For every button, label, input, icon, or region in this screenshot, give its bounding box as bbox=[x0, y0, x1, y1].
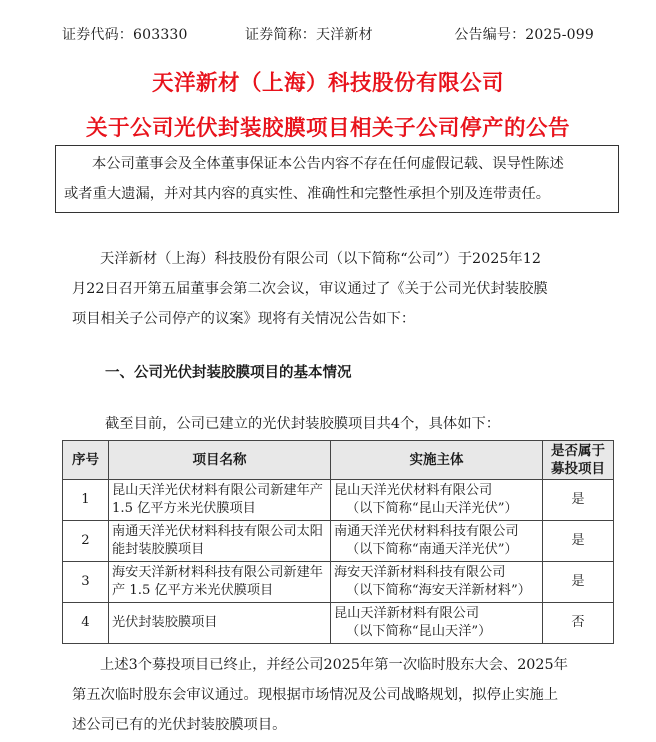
header-fund-project bbox=[543, 441, 614, 480]
security-code: 证券代码：603330 bbox=[62, 27, 188, 43]
cell-no: 1 bbox=[63, 480, 109, 521]
board-guarantee-notice bbox=[55, 145, 619, 213]
cell-entity bbox=[331, 521, 543, 562]
entity-name: 昆山天洋新材料有限公司 bbox=[334, 606, 480, 621]
table-row bbox=[63, 480, 614, 521]
intro-line: 月22日召开第五届董事会第二次会议，审议通过了《关于公司光伏封装胶膜 bbox=[72, 281, 548, 297]
entity-name: 昆山天洋光伏材料有限公司 bbox=[334, 483, 493, 498]
cell-fund-project: 是 bbox=[543, 480, 614, 521]
cell-entity bbox=[331, 603, 543, 644]
announcement-number: 公告编号：2025-099 bbox=[454, 27, 594, 43]
cell-no: 3 bbox=[63, 562, 109, 603]
intro-paragraph bbox=[72, 244, 548, 334]
security-short-name: 证券简称：天洋新材 bbox=[245, 27, 373, 43]
project-count-text: 截至目前，公司已建立的光伏封装胶膜项目共4个，具体如下： bbox=[105, 416, 501, 432]
cell-entity bbox=[331, 480, 543, 521]
header-fund-line: 是否属于 bbox=[551, 443, 605, 459]
header-project-name: 项目名称 bbox=[109, 441, 331, 480]
entity-alias: （以下简称“昆山天洋”） bbox=[346, 624, 492, 639]
conclusion-line: 述公司已有的光伏封装胶膜项目。 bbox=[72, 717, 287, 733]
entity-name: 南通天洋光伏材料科技有限公司 bbox=[334, 524, 519, 539]
intro-line: 项目相关子公司停产的议案》现将有关情况公告如下： bbox=[72, 311, 416, 327]
table-header-row bbox=[63, 441, 614, 480]
table-row bbox=[63, 603, 614, 644]
table-row bbox=[63, 521, 614, 562]
notice-line: 或者重大遗漏，并对其内容的真实性、准确性和完整性承担个别及连带责任。 bbox=[64, 186, 551, 202]
cell-project-name: 海安天洋新材料科技有限公司新建年产 1.5 亿平方米光伏膜项目 bbox=[109, 562, 331, 603]
header-no: 序号 bbox=[63, 441, 109, 480]
cell-entity bbox=[331, 562, 543, 603]
projects-table bbox=[62, 440, 614, 644]
table-row bbox=[63, 562, 614, 603]
cell-project-name: 光伏封装胶膜项目 bbox=[109, 603, 331, 644]
conclusion-line: 上述3个募投项目已终止，并经公司2025年第一次临时股东大会、2025年 bbox=[100, 657, 568, 673]
cell-fund-project: 是 bbox=[543, 562, 614, 603]
intro-line: 天洋新材（上海）科技股份有限公司（以下简称“公司”）于2025年12 bbox=[100, 251, 541, 267]
entity-alias: （以下简称“昆山天洋光伏”） bbox=[346, 501, 518, 516]
cell-no: 2 bbox=[63, 521, 109, 562]
section-heading: 一、公司光伏封装胶膜项目的基本情况 bbox=[105, 365, 352, 381]
cell-project-name: 昆山天洋光伏材料有限公司新建年产 1.5 亿平方米光伏膜项目 bbox=[109, 480, 331, 521]
announcement-title: 关于公司光伏封装胶膜项目相关子公司停产的公告 bbox=[85, 116, 570, 141]
conclusion-line: 第五次临时股东会审议通过。现根据市场情况及公司战略规划，拟停止实施上 bbox=[72, 687, 559, 703]
company-title: 天洋新材（上海）科技股份有限公司 bbox=[151, 71, 504, 96]
header-row bbox=[62, 24, 594, 46]
entity-alias: （以下简称“南通天洋光伏”） bbox=[346, 542, 518, 557]
entity-alias: （以下简称“海安天洋新材料”） bbox=[346, 583, 531, 598]
cell-fund-project: 否 bbox=[543, 603, 614, 644]
conclusion-paragraph bbox=[72, 650, 568, 740]
entity-name: 海安天洋新材料科技有限公司 bbox=[334, 565, 506, 580]
cell-fund-project: 是 bbox=[543, 521, 614, 562]
cell-no: 4 bbox=[63, 603, 109, 644]
notice-line: 本公司董事会及全体董事保证本公告内容不存在任何虚假记载、误导性陈述 bbox=[92, 156, 564, 172]
cell-project-name: 南通天洋光伏材料科技有限公司太阳能封装胶膜项目 bbox=[109, 521, 331, 562]
header-entity: 实施主体 bbox=[331, 441, 543, 480]
header-fund-line: 募投项目 bbox=[551, 461, 605, 477]
